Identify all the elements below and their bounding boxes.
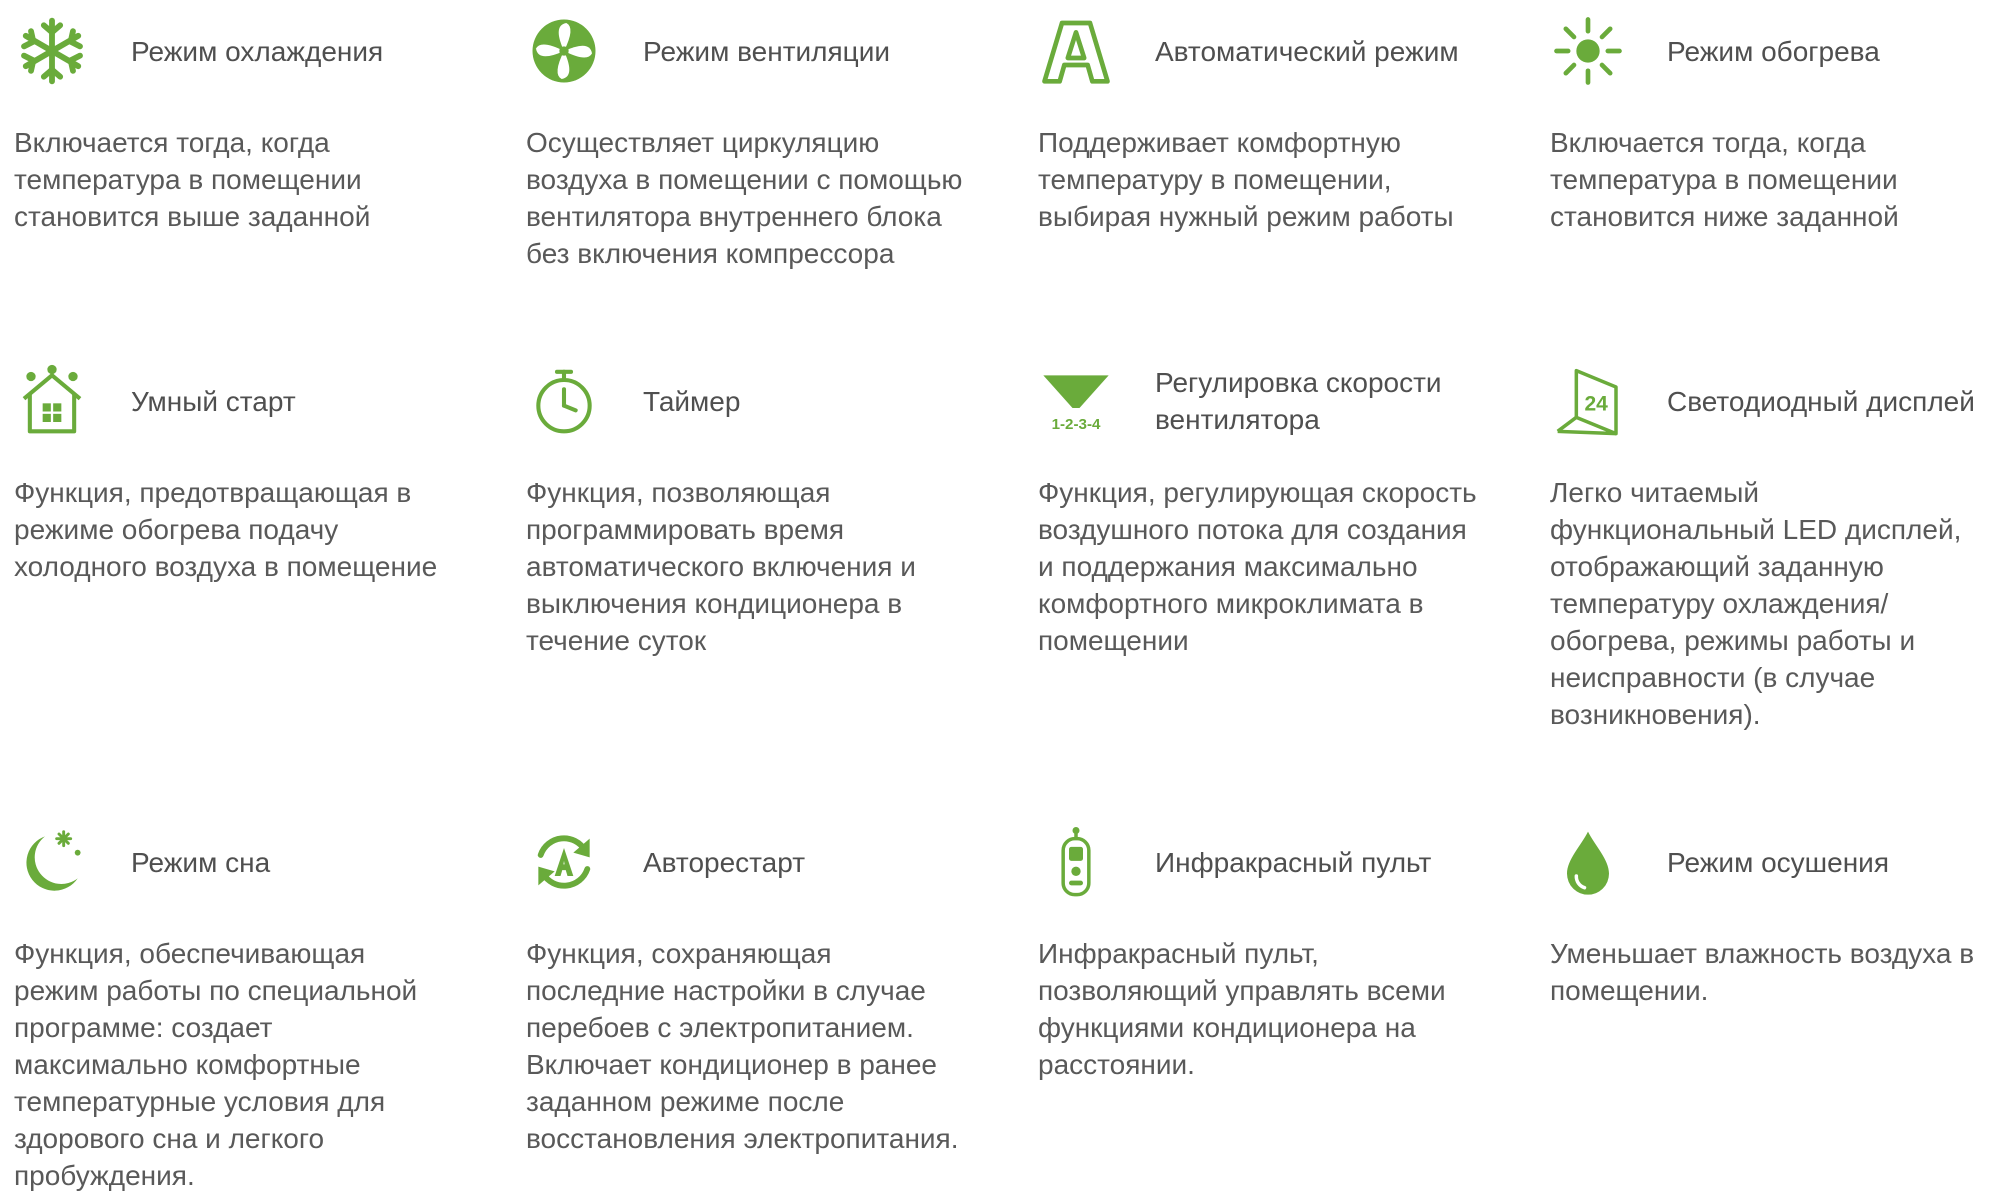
feature-description: Функция, сохраняющая последние настройки в случае перебоев с электропитанием. Включает кондиционер в ранее заданном режиме после восстановления электропитания. — [526, 938, 959, 1154]
feature-description: Легко читаемый функциональный LED дисплей, отображающий заданную температуру охлаждения/ обогрева, режимы работы и неисправности (в случае возникновения). — [1550, 477, 1962, 730]
feature-title: Режим охлаждения — [131, 35, 384, 67]
timer-icon — [524, 361, 604, 441]
fan-speed-icon — [1036, 361, 1116, 441]
feature-description: Функция, предотвращающая в режиме обогрева подачу холодного воздуха в помещение — [14, 477, 438, 582]
feature-title: Регулировка скорости вентилятора — [1155, 367, 1442, 435]
feature-description: Функция, регулирующая скорость воздушного потока для создания и поддержания максимально комфортного микроклимата в помещении — [1038, 477, 1477, 656]
feature-title: Светодиодный дисплей — [1667, 385, 1975, 417]
feature-description: Включается тогда, когда температура в помещении становится выше заданной — [14, 127, 371, 232]
fan-icon — [524, 11, 604, 91]
water-drop-icon — [1548, 822, 1628, 902]
feature-title: Умный старт — [131, 385, 296, 417]
feature-description: Осуществляет циркуляцию воздуха в помещении с помощью вентилятора внутреннего блока без включения компрессора — [526, 127, 963, 269]
auto-restart-icon — [524, 822, 604, 902]
feature-description: Функция, позволяющая программировать время автоматического включения и выключения кондиционера в течение суток — [526, 477, 916, 656]
smart-start-house-icon — [12, 361, 92, 441]
feature-title: Режим сна — [131, 846, 271, 878]
sun-icon — [1548, 11, 1628, 91]
feature-description: Включается тогда, когда температура в помещении становится ниже заданной — [1550, 127, 1899, 232]
feature-title: Инфракрасный пульт — [1155, 846, 1432, 878]
feature-title: Режим обогрева — [1667, 35, 1880, 67]
feature-title: Таймер — [643, 385, 741, 417]
led-display-icon — [1548, 361, 1628, 441]
feature-title: Автоматический режим — [1155, 35, 1459, 67]
fan-speed-icon-label: 1-2-3-4 — [1051, 416, 1101, 433]
led-display-icon-label: 24 — [1584, 392, 1608, 416]
feature-description: Поддерживает комфортную температуру в помещении, выбирая нужный режим работы — [1038, 127, 1454, 232]
feature-title: Авторестарт — [643, 846, 806, 878]
feature-title: Режим осушения — [1667, 846, 1889, 878]
moon-icon — [12, 822, 92, 902]
feature-description: Уменьшает влажность воздуха в помещении. — [1550, 938, 1975, 1006]
feature-description: Инфракрасный пульт, позволяющий управлять всеми функциями кондиционера на расстоянии. — [1038, 938, 1446, 1080]
auto-mode-icon — [1036, 11, 1116, 91]
feature-title: Режим вентиляции — [643, 35, 890, 67]
remote-control-icon — [1036, 822, 1116, 902]
feature-description: Функция, обеспечивающая режим работы по специальной программе: создает максимально комфортные температурные условия для здорового сна и легкого пробуждения. — [14, 938, 418, 1191]
snowflake-icon — [12, 11, 92, 91]
